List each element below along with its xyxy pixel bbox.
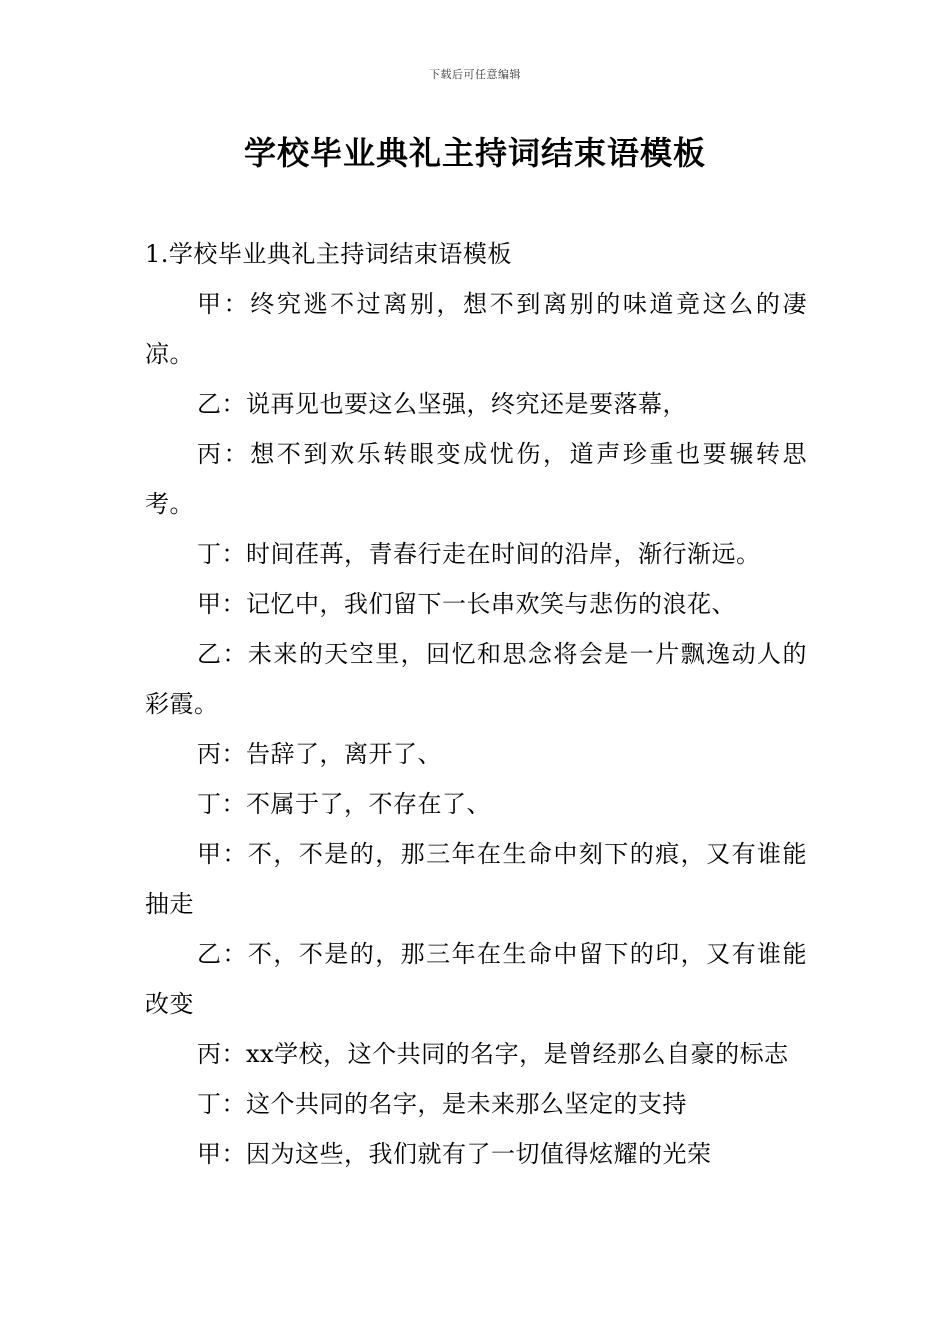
paragraph: 乙：说再见也要这么坚强，终究还是要落幕，	[197, 390, 687, 418]
paragraph: 丁：这个共同的名字，是未来那么坚定的支持	[197, 1090, 687, 1118]
paragraph: 丙：想不到欢乐转眼变成忧伤，道声珍重也要辗转思考。	[145, 440, 807, 518]
paragraph: 丁：不属于了，不存在了、	[197, 790, 491, 818]
paragraph: 丁：时间荏苒，青春行走在时间的沿岸，渐行渐远。	[197, 540, 761, 568]
header-note: 下载后可任意编辑	[429, 68, 521, 81]
paragraph: 甲：不，不是的，那三年在生命中刻下的痕，又有谁能抽走	[145, 840, 807, 918]
paragraph: 乙：不，不是的，那三年在生命中留下的印，又有谁能改变	[145, 940, 807, 1018]
paragraph: 乙：未来的天空里，回忆和思念将会是一片飘逸动人的彩霞。	[145, 640, 807, 718]
paragraph-heading: 1.学校毕业典礼主持词结束语模板	[145, 240, 512, 268]
paragraph: 丙：xx学校，这个共同的名字，是曾经那么自豪的标志	[197, 1040, 789, 1068]
paragraph: 丙：告辞了，离开了、	[197, 740, 442, 768]
paragraph: 甲：因为这些，我们就有了一切值得炫耀的光荣	[197, 1140, 712, 1168]
paragraph: 甲：记忆中，我们留下一长串欢笑与悲伤的浪花、	[197, 590, 736, 618]
paragraph: 甲：终究逃不过离别，想不到离别的味道竟这么的凄凉。	[145, 290, 807, 368]
document-title: 学校毕业典礼主持词结束语模板	[243, 134, 706, 172]
document-body	[145, 229, 807, 1179]
